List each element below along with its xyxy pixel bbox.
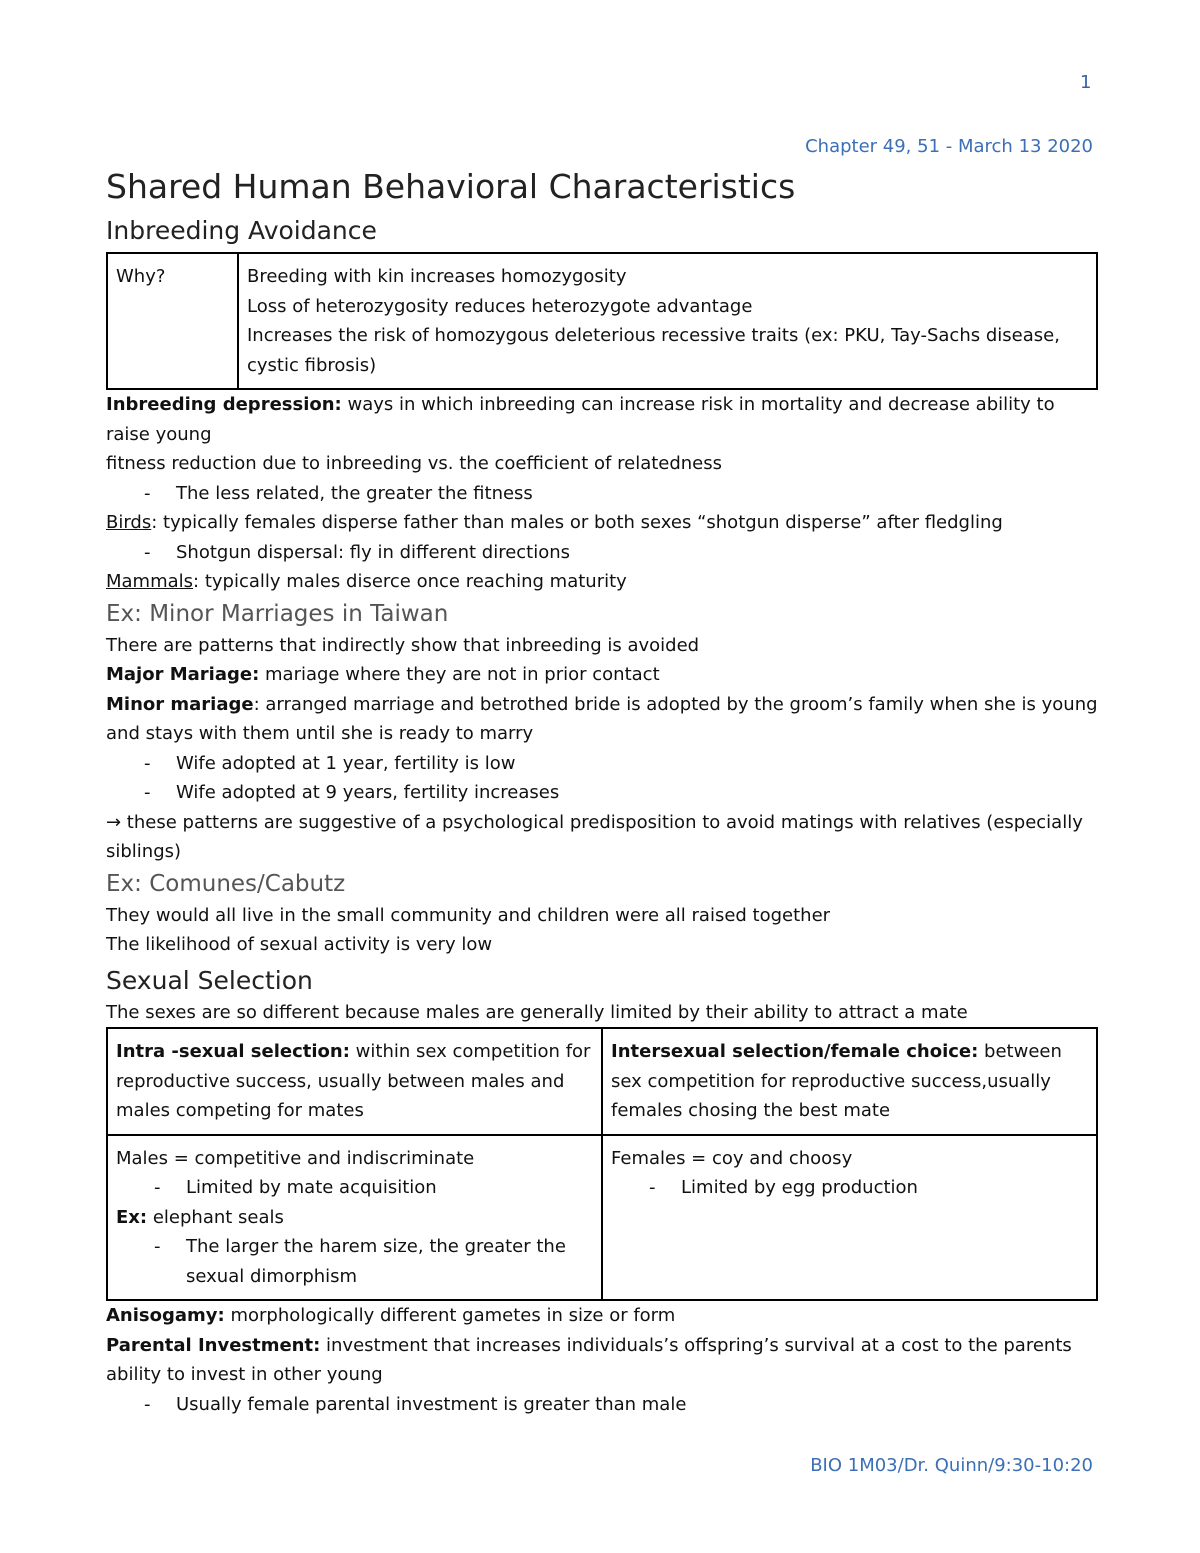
why-reasons [238,253,1097,389]
major-marriage [106,660,1098,690]
definition: mariage where they are not in prior contact [259,664,660,685]
definition: ways in which inbreeding can increase risk in mortality and decrease ability to raise young [106,394,1055,445]
females-cell [602,1135,1097,1301]
selection-table [106,1027,1098,1301]
list-item: - Wife adopted at 1 year, fertility is low [106,749,1098,779]
definition: : typically females disperse father than males or both sexes “shotgun disperse” after fledgling [151,512,1003,533]
why-reason: Loss of heterozygosity reduces heterozygote advantage [247,295,753,317]
heading-comunes: Ex: Comunes/Cabutz [106,870,346,897]
females-line: Females = coy and choosy [611,1147,853,1169]
term: Mammals [106,571,194,592]
birds-line [106,508,1098,538]
definition: investment that increases individuals’s offspring’s survival at a cost to the parents ability to invest in other young [106,1334,1072,1385]
males-cell [107,1135,602,1301]
minor-marriage [106,690,1098,749]
comunes-line: The likelihood of sexual activity is very low [106,934,493,955]
heading-sexual-selection: Sexual Selection [106,965,313,995]
page-title: Shared Human Behavioral Characteristics [106,167,796,206]
mammals-line [106,567,1098,597]
list-item: - Limited by mate acquisition [116,1173,593,1203]
definition: : arranged marriage and betrothed bride is adopted by the groom’s family when she is young and stays with them until she is ready to marry [106,693,1098,744]
why-reason: Increases the risk of homozygous deleterious recessive traits (ex: PKU, Tay-Sachs disease, cystic fibrosis) [247,325,1060,376]
example-line: Ex: elephant seals [116,1206,284,1228]
heading-inbreeding-avoidance: Inbreeding Avoidance [106,216,377,245]
intra-sexual-cell [107,1028,602,1135]
taiwan-conclusion: → these patterns are suggestive of a psychological predisposition to avoid matings with relatives (especially siblings) [106,811,1083,862]
chapter-header: Chapter 49, 51 - March 13 2020 [805,136,1093,157]
term: Intersexual selection/female choice: [611,1041,979,1062]
term: Parental Investment: [106,1334,321,1356]
page-number: 1 [1080,72,1092,93]
inbreeding-depression [106,390,1098,449]
sexual-selection-intro: The sexes are so different because males are generally limited by their ability to attract a mate [106,1001,968,1023]
comunes-line: They would all live in the small community and children were all raised together [106,904,831,926]
why-label: Why? [107,253,238,389]
definition: between sex competition for reproductive success,usually females chosing the best mate [611,1041,1062,1121]
footer: BIO 1M03/Dr. Quinn/9:30-10:20 [810,1455,1093,1476]
heading-taiwan: Ex: Minor Marriages in Taiwan [106,600,449,627]
term: Minor mariage [106,693,254,715]
anisogamy-line [106,1301,1098,1331]
list-item: - The less related, the greater the fitness [106,479,1098,509]
term: Birds [106,512,152,533]
why-table [106,252,1098,390]
fitness-line: fitness reduction due to inbreeding vs. the coefficient of relatedness [106,453,723,474]
list-item: - Limited by egg production [611,1173,1088,1203]
list-item: - The larger the harem size, the greater the sexual dimorphism [116,1232,593,1291]
term: Inbreeding depression: [106,394,342,415]
definition: morphologically different gametes in size or form [224,1305,676,1326]
why-reason: Breeding with kin increases homozygosity [247,266,627,287]
inter-sexual-cell [602,1028,1097,1135]
definition: : typically males diserce once reaching maturity [193,571,627,592]
parental-investment-line [106,1331,1098,1390]
definition: within sex competition for reproductive success, usually between males and males competing for mates [116,1041,591,1121]
list-item: - Shotgun dispersal: fly in different directions [106,538,1098,568]
taiwan-intro: There are patterns that indirectly show that inbreeding is avoided [106,634,700,656]
list-item: - Usually female parental investment is greater than male [106,1390,1098,1420]
males-line: Males = competitive and indiscriminate [116,1147,475,1169]
list-item: - Wife adopted at 9 years, fertility increases [106,778,1098,808]
term: Major Mariage: [106,664,260,685]
document-content [106,166,1098,1419]
term: Anisogamy: [106,1305,225,1326]
term: Intra -sexual selection: [116,1041,350,1062]
